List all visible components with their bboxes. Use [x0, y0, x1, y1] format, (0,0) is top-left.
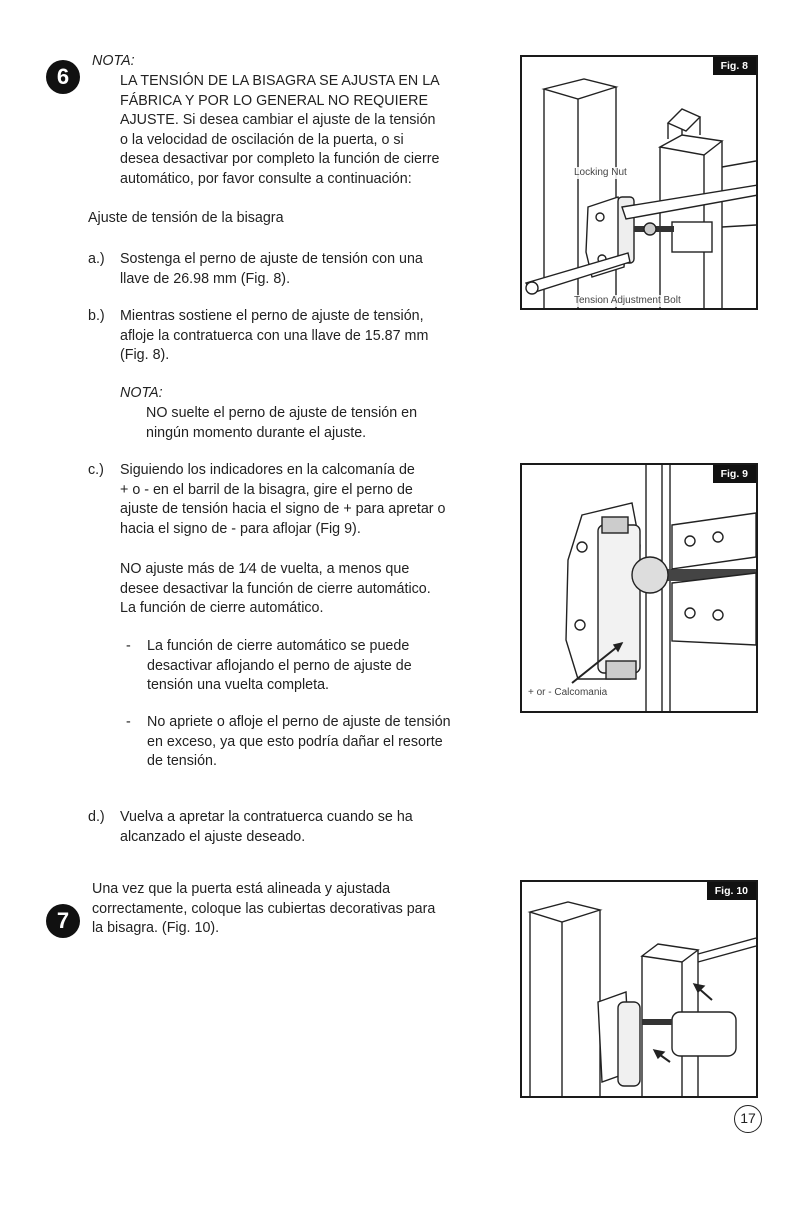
figure-8-illustration [522, 57, 756, 308]
step-7-text: Una vez que la puerta está alineada y ajustada correctamente, coloque las cubiertas decorativas para la bisagra. (Fig. 10). [92, 881, 436, 936]
sub-note-label: NOTA: [120, 385, 163, 401]
label-tension-bolt: Tension Adjustment Bolt [574, 295, 681, 306]
section-title: Ajuste de tensión de la bisagra [88, 210, 284, 226]
step-6-note-label: NOTA: [92, 53, 135, 69]
item-a-label: a.) [88, 251, 105, 267]
step-7-badge: 7 [46, 904, 80, 938]
item-c-label: c.) [88, 462, 104, 478]
item-a-text: Sostenga el perno de ajuste de tensión con una llave de 26.98 mm (Fig. 8). [120, 251, 423, 287]
dash-item-2-marker: - [126, 714, 131, 730]
figure-10-illustration [522, 882, 756, 1096]
item-c-warning: NO ajuste más de 1⁄4 de vuelta, a menos que desee desactivar la función de cierre automático. La función de cierre automático. [120, 561, 431, 616]
dash-item-1-marker: - [126, 638, 131, 654]
item-d-text: Vuelva a apretar la contratuerca cuando se ha alcanzado el ajuste deseado. [120, 809, 413, 845]
page-number: 17 [734, 1105, 762, 1133]
item-d-label: d.) [88, 809, 105, 825]
dash-item-2-text: No apriete o afloje el perno de ajuste de tensión en exceso, ya que esto podría dañar el resorte de tensión. [147, 714, 451, 769]
figure-9 [520, 463, 758, 713]
sub-note-text: NO suelte el perno de ajuste de tensión en ningún momento durante el ajuste. [146, 405, 418, 441]
label-calcomania: + or - Calcomania [528, 687, 608, 698]
figure-10 [520, 880, 758, 1098]
label-locking-nut: Locking Nut [574, 167, 627, 178]
figure-10-tag: Fig. 10 [707, 882, 756, 900]
step-6-badge: 6 [46, 60, 80, 94]
figure-8-tag: Fig. 8 [713, 57, 756, 75]
figure-9-tag: Fig. 9 [713, 465, 756, 483]
item-c-text: Siguiendo los indicadores en la calcomanía de + o - en el barril de la bisagra, gire el perno de ajuste de tensión hacia el signo de + para apretar o hacia el signo de - para aflojar (Fig 9). [120, 462, 446, 537]
item-b-text: Mientras sostiene el perno de ajuste de tensión, afloje la contratuerca con una llave de 15.87 mm (Fig. 8). [120, 308, 429, 363]
dash-item-1-text: La función de cierre automático se puede desactivar aflojando el perno de ajuste de tensión una vuelta completa. [147, 638, 412, 693]
item-b-label: b.) [88, 308, 105, 324]
figure-9-illustration [522, 465, 756, 711]
figure-8 [520, 55, 758, 310]
step-6-note-text: LA TENSIÓN DE LA BISAGRA SE AJUSTA EN LA FÁBRICA Y POR LO GENERAL NO REQUIERE AJUSTE. Si desea cambiar el ajuste de la tensión o la velocidad de oscilación de la puerta, o si desea desactivar por completo la función de cierre automático, por favor consulte a continuación: [120, 73, 440, 187]
